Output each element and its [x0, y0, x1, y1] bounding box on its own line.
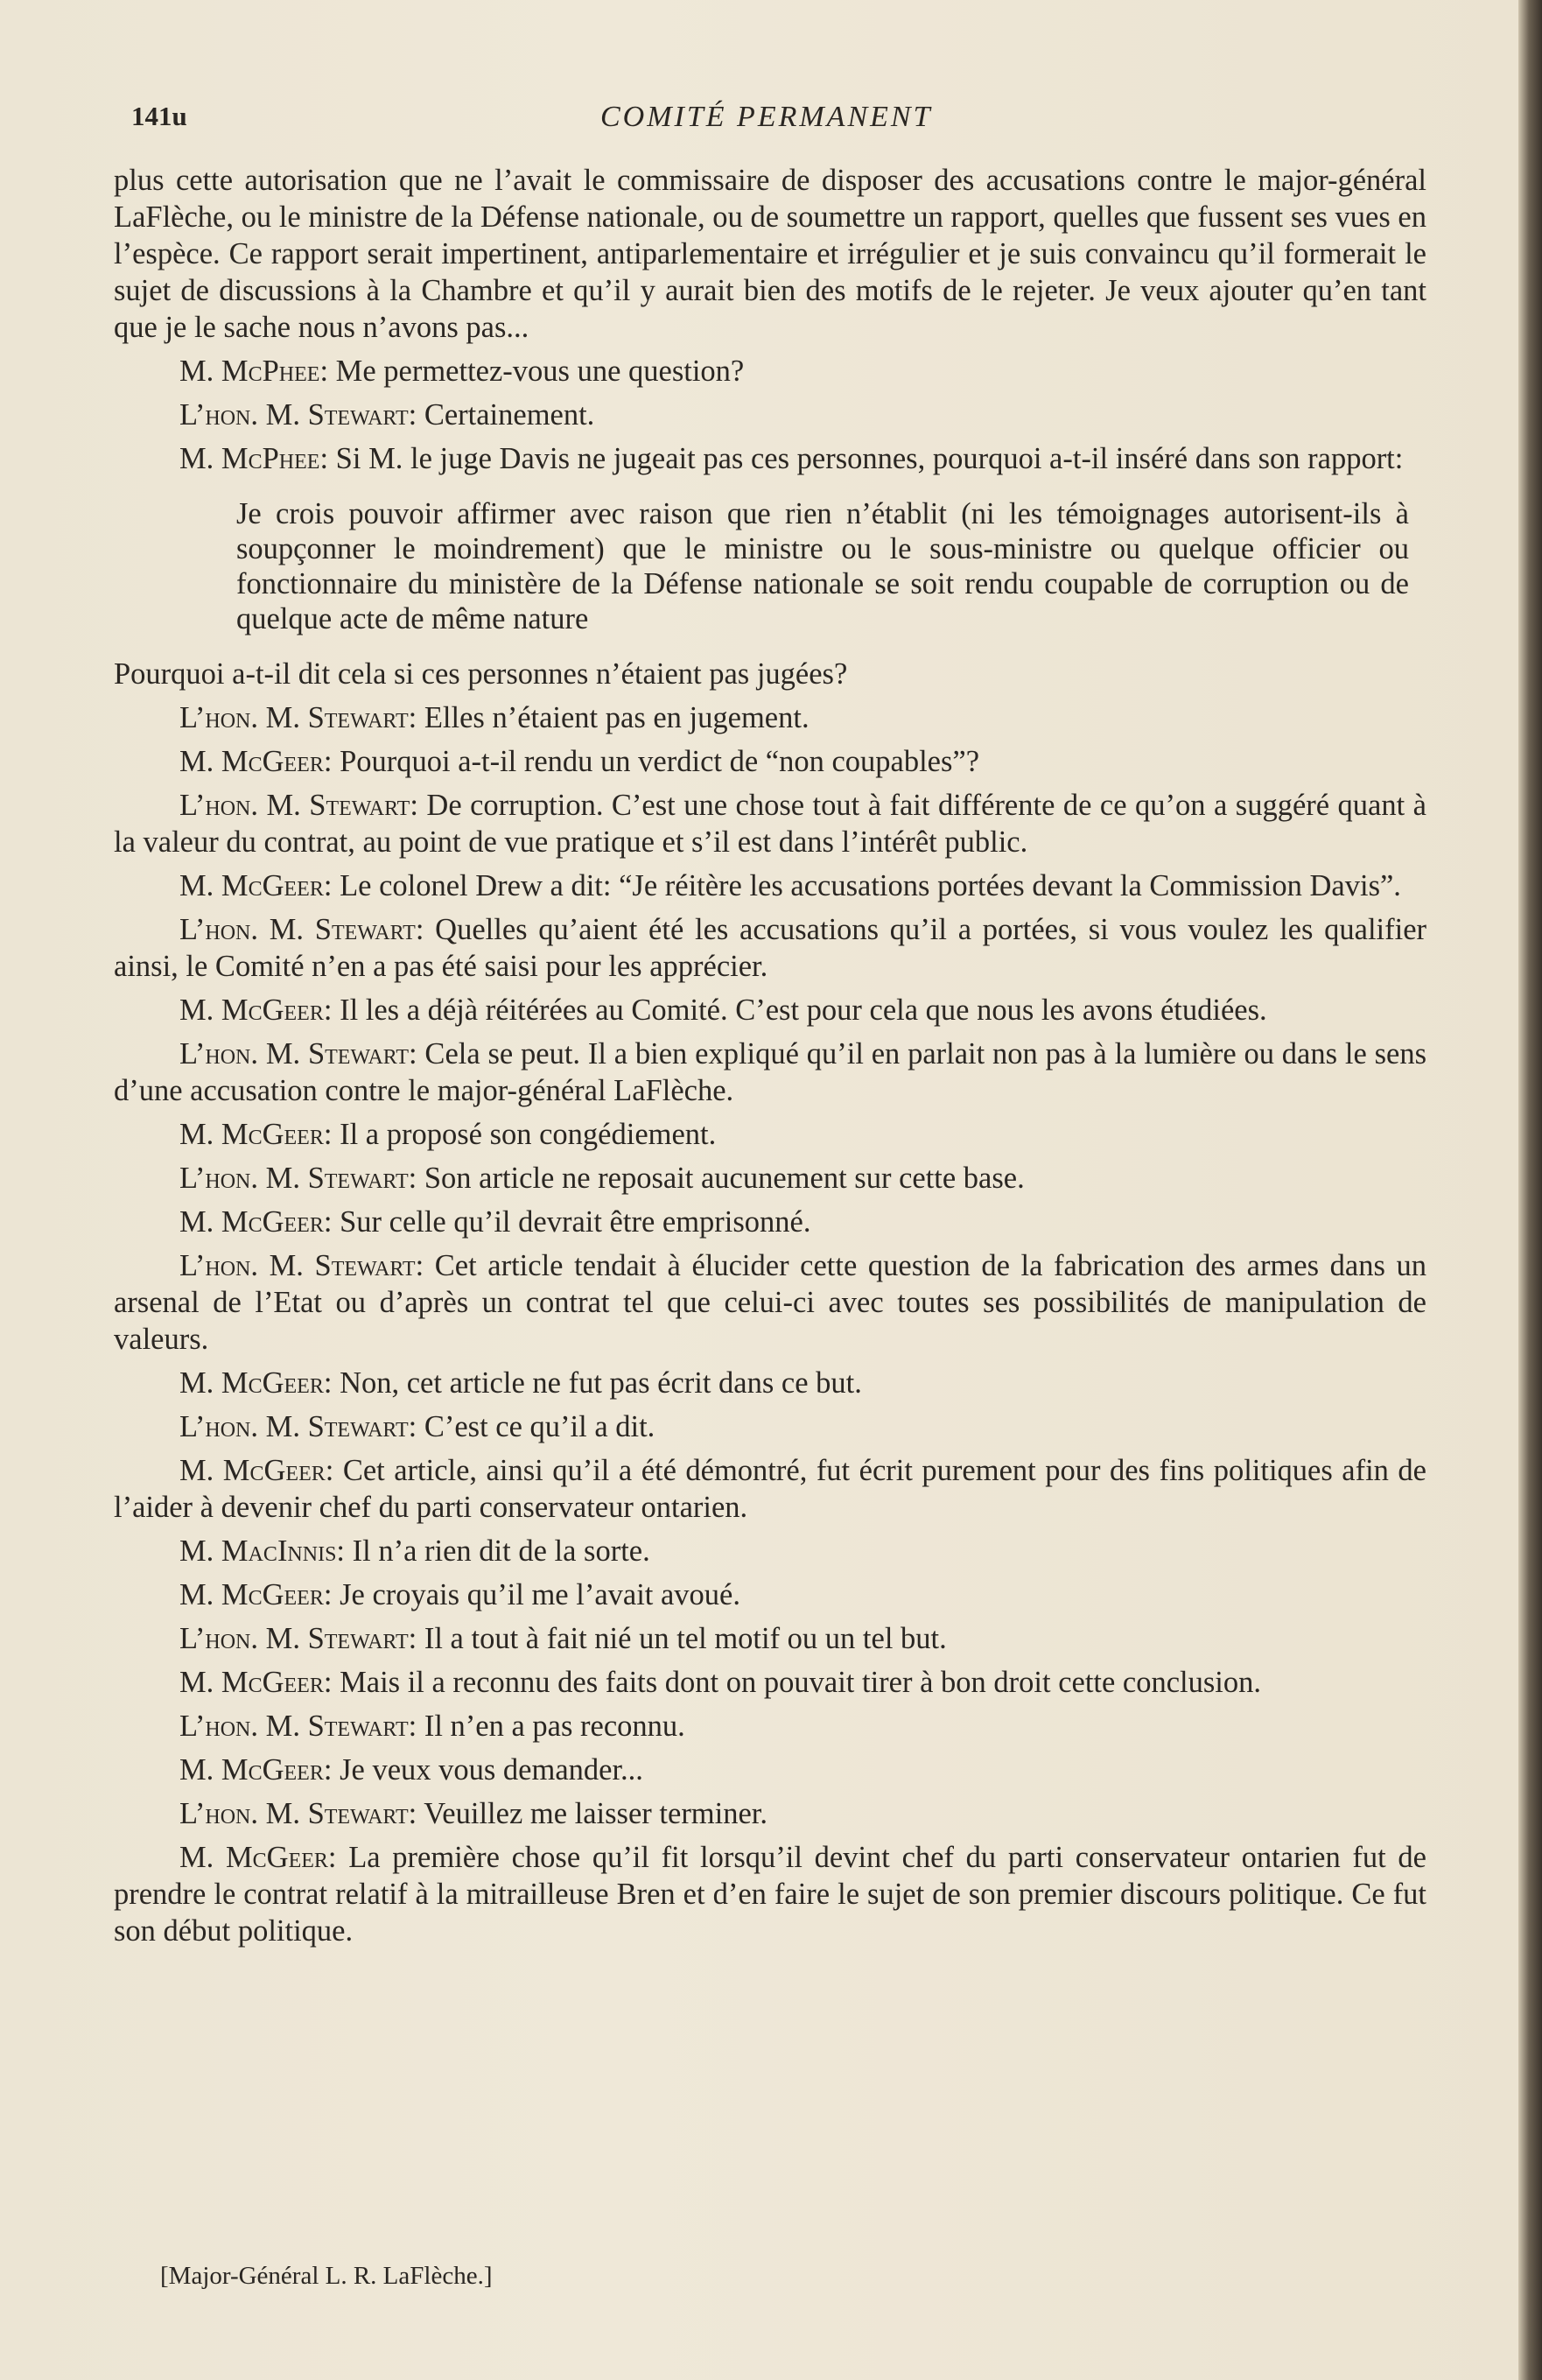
speaker-name: L’hon. M. Stewart:: [179, 1037, 417, 1071]
book-spine-shadow: [1518, 0, 1542, 2380]
paragraph-text: plus cette autorisation que ne l’avait le commissaire de disposer des accusations contre le major-général LaFlèche, ou le ministre de la Défense nationale, ou de soumettre un rapport, quelles que fussent ses vues en l’espèce. Ce rapport serait impertinent, antiparlementaire et irrégulier et je suis convaincu qu’il formerait le sujet de discussions à la Chambre et qu’il y aurait bien des motifs de le rejeter. Je veux ajouter qu’en tant que je le sache nous n’avons pas...: [114, 164, 1426, 344]
paragraph-text: Elles n’étaient pas en jugement.: [417, 701, 810, 734]
paragraph-text: Non, cet article ne fut pas écrit dans ce but.: [332, 1366, 862, 1400]
speaker-paragraph: [114, 911, 1426, 985]
speaker-name: L’hon. M. Stewart:: [179, 1797, 417, 1830]
speaker-paragraph: [114, 1664, 1426, 1701]
paragraph-text: Si M. le juge Davis ne jugeait pas ces personnes, pourquoi a-t-il inséré dans son rapport:: [328, 442, 1404, 475]
speaker-paragraph: [114, 787, 1426, 860]
speaker-paragraph: [114, 1839, 1426, 1949]
paragraph-text: Cet article tendait à élucider cette question de la fabrication des armes dans un arsenal de l’Etat ou d’après un contrat tel que celui-ci avec toutes ses possibilités de manipulation de valeurs.: [114, 1249, 1426, 1356]
speaker-name: L’hon. M. Stewart:: [179, 1162, 417, 1195]
speaker-paragraph: [114, 1576, 1426, 1613]
speaker-paragraph: [114, 699, 1426, 736]
paragraph-text: De corruption. C’est une chose tout à fait différente de ce qu’on a suggéré quant à la valeur du contrat, au point de vue pratique et s’il est dans l’intérêt public.: [114, 789, 1426, 859]
speaker-name: M. McGeer:: [179, 1753, 333, 1787]
speaker-name: L’hon. M. Stewart:: [179, 913, 424, 946]
paragraph-text: Certainement.: [417, 398, 595, 432]
paragraph: [114, 162, 1426, 346]
speaker-paragraph: [114, 1160, 1426, 1197]
speaker-paragraph: [114, 397, 1426, 433]
speaker-name: M. McGeer:: [179, 1366, 333, 1400]
speaker-name: M. McGeer:: [179, 1841, 337, 1874]
speaker-name: L’hon. M. Stewart:: [179, 398, 417, 432]
paragraph-text: Il a tout à fait nié un tel motif ou un tel but.: [417, 1622, 947, 1655]
speaker-name: L’hon. M. Stewart:: [179, 701, 417, 734]
paragraph-text: Pourquoi a-t-il dit cela si ces personnes n’étaient pas jugées?: [114, 657, 848, 691]
paragraph-text: Le colonel Drew a dit: “Je réitère les accusations portées devant la Commission Davis”.: [332, 869, 1401, 902]
speaker-name: L’hon. M. Stewart:: [179, 1710, 417, 1743]
speaker-name: M. McGeer:: [179, 1118, 333, 1151]
speaker-paragraph: [114, 1708, 1426, 1745]
speaker-name: L’hon. M. Stewart:: [179, 1249, 424, 1282]
paragraph-text: Me permettez-vous une question?: [328, 355, 745, 388]
paragraph-text: Cet article, ainsi qu’il a été démontré, fut écrit purement pour des fins politiques afin de l’aider à devenir chef du parti conservateur ontarien.: [114, 1454, 1426, 1524]
paragraph-text: Je veux vous demander...: [332, 1753, 643, 1787]
speaker-name: M. McGeer:: [179, 1578, 333, 1611]
running-title: COMITÉ PERMANENT: [600, 101, 933, 133]
page-number: 141u: [131, 101, 187, 131]
speaker-paragraph: [114, 1452, 1426, 1526]
paragraph-text: Il n’en a pas reconnu.: [417, 1710, 685, 1743]
speaker-paragraph: [114, 1365, 1426, 1401]
speaker-paragraph: [114, 353, 1426, 390]
speaker-name: M. MacInnis:: [179, 1534, 346, 1568]
speaker-name: L’hon. M. Stewart:: [179, 1622, 417, 1655]
block-quote: [236, 496, 1409, 636]
speaker-paragraph: [114, 440, 1426, 477]
speaker-name: L’hon. M. Stewart:: [179, 789, 418, 822]
paragraph-text: Mais il a reconnu des faits dont on pouvait tirer à bon droit cette conclusion.: [332, 1666, 1262, 1699]
paragraph-text: Cela se peut. Il a bien expliqué qu’il en parlait non pas à la lumière ou dans le sens d’une accusation contre le major-général LaFlèche.: [114, 1037, 1426, 1107]
page-header: [131, 101, 1444, 144]
paragraph-text: Il a proposé son congédiement.: [332, 1118, 717, 1151]
speaker-name: M. McPhee:: [179, 442, 329, 475]
speaker-paragraph: [114, 1204, 1426, 1240]
paragraph-text: Veuillez me laisser terminer.: [417, 1797, 767, 1830]
speaker-paragraph: [114, 1752, 1426, 1788]
paragraph-text: Il les a déjà réitérées au Comité. C’est pour cela que nous les avons étudiées.: [332, 993, 1267, 1027]
speaker-paragraph: [114, 1036, 1426, 1109]
speaker-name: M. McPhee:: [179, 355, 329, 388]
paragraph-text: Je crois pouvoir affirmer avec raison que rien n’établit (ni les témoignages autorisent-ils à soupçonner le moindrement) que le ministre ou le sous-ministre ou quelque officier ou fonctionnaire du ministère de la Défense nationale se soit rendu coupable de corruption ou de quelque acte de même nature: [236, 497, 1409, 635]
speaker-paragraph: [114, 1116, 1426, 1153]
paragraph-text: Il n’a rien dit de la sorte.: [345, 1534, 650, 1568]
speaker-paragraph: [114, 1620, 1426, 1657]
speaker-paragraph: [114, 1408, 1426, 1445]
paragraph-text: Pourquoi a-t-il rendu un verdict de “non coupables”?: [332, 745, 980, 778]
paragraph-text: Sur celle qu’il devrait être emprisonné.: [332, 1205, 811, 1239]
speaker-name: M. McGeer:: [179, 1666, 333, 1699]
speaker-name: L’hon. M. Stewart:: [179, 1410, 417, 1443]
paragraph-text: La première chose qu’il fit lorsqu’il devint chef du parti conservateur ontarien fut de prendre le contrat relatif à la mitrailleuse Bren et d’en faire le sujet de son premier discours politique. Ce fut son début politique.: [114, 1841, 1426, 1948]
speaker-name: M. McGeer:: [179, 1205, 333, 1239]
speaker-paragraph: [114, 1247, 1426, 1358]
speaker-name: M. McGeer:: [179, 993, 333, 1027]
paragraph-text: Son article ne reposait aucunement sur cette base.: [417, 1162, 1025, 1195]
paragraph-text: Je croyais qu’il me l’avait avoué.: [332, 1578, 740, 1611]
speaker-name: M. McGeer:: [179, 745, 333, 778]
paragraph-text: Quelles qu’aient été les accusations qu’il a portées, si vous voulez les qualifier ainsi, le Comité n’en a pas été saisi pour les apprécier.: [114, 913, 1426, 983]
speaker-paragraph: [114, 743, 1426, 780]
speaker-paragraph: [114, 867, 1426, 904]
paragraph: [114, 656, 1426, 692]
speaker-paragraph: [114, 1795, 1426, 1832]
page-body: [114, 162, 1426, 1956]
paragraph-text: C’est ce qu’il a dit.: [417, 1410, 655, 1443]
speaker-paragraph: [114, 992, 1426, 1029]
speaker-paragraph: [114, 1533, 1426, 1569]
speaker-name: M. McGeer:: [179, 869, 333, 902]
footer-note: [Major-Général L. R. LaFlèche.]: [160, 2262, 493, 2290]
speaker-name: M. McGeer:: [179, 1454, 334, 1487]
